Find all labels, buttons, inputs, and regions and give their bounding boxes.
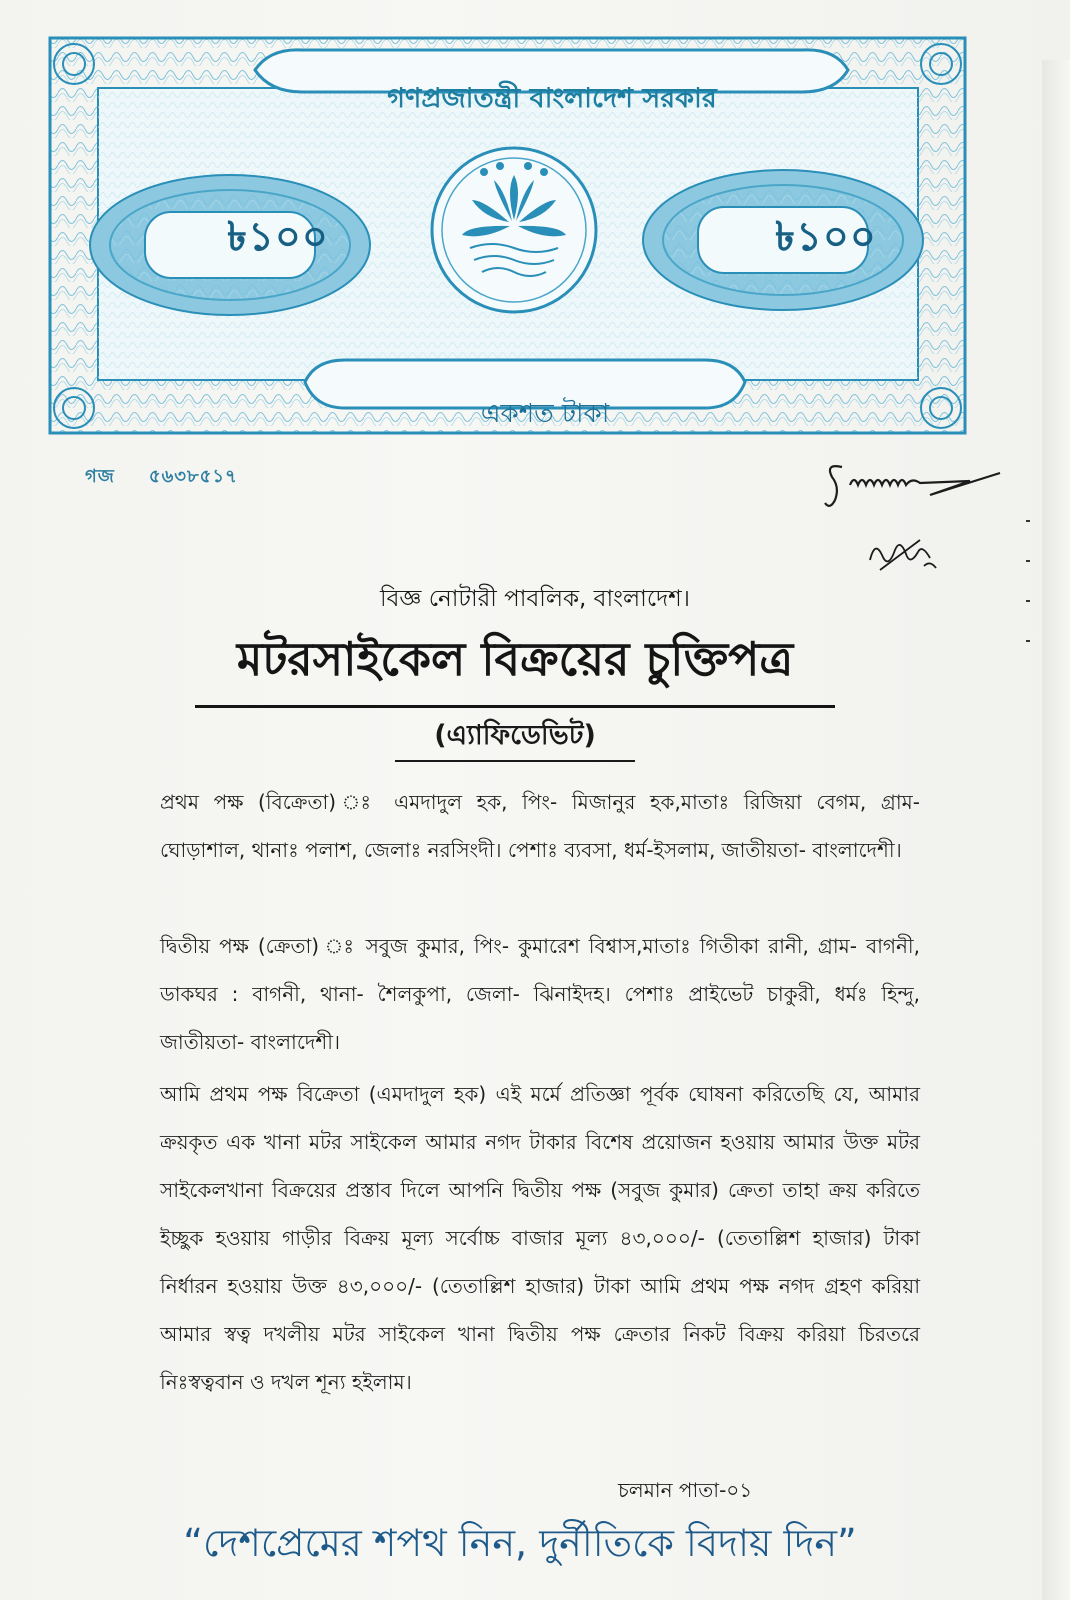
continuation-note: চলমান পাতা-০১ — [618, 1478, 753, 1502]
signature-1 — [820, 455, 1020, 515]
notary-line: বিজ্ঞ নোটারী পাবলিক, বাংলাদেশ। — [379, 586, 691, 612]
denomination-left: ৳১০০ — [227, 214, 329, 260]
document-title: মটরসাইকেল বিক্রয়ের চুক্তিপত্র — [195, 625, 835, 708]
document-subtitle: (এ্যাফিডেভিট) — [395, 715, 635, 762]
anti-corruption-motto: “দেশপ্রেমের শপথ নিন, দুর্নীতিকে বিদায় দিন” — [183, 1521, 857, 1565]
edge-mark — [1026, 600, 1030, 602]
second-party-paragraph: দ্বিতীয় পক্ষ (ক্রেতা) ঃ সবুজ কুমার, পিং- কুমারেশ বিশ্বাস,মাতাঃ গিতীকা রানী, গ্রাম- বাগনী, ডাকঘর : বাগনী, থানা- শৈলকুপা, জেলা- ঝিনাইদহ। পেশাঃ প্রাইভেট চাকুরী, ধর্মঃ হিন্দু, জাতীয়তা- বাংলাদেশী। — [160, 934, 920, 1054]
serial-number — [85, 462, 238, 493]
stamp-footer-text: একশত টাকা — [480, 399, 610, 429]
bangladesh-emblem-icon — [432, 148, 596, 312]
serial-prefix: গজ — [85, 466, 115, 487]
stamp-header-text: গণপ্রজাতন্ত্রী বাংলাদেশ সরকার — [387, 83, 717, 114]
page-edge — [1042, 60, 1070, 1600]
stamp-paper-header — [40, 30, 975, 440]
signature-2 — [860, 530, 950, 580]
declaration-paragraph: আমি প্রথম পক্ষ বিক্রেতা (এমদাদুল হক) এই মর্মে প্রতিজ্ঞা পূর্বক ঘোষনা করিতেছি যে, আমার ক্রয়কৃত এক খানা মটর সাইকেল আমার নগদ টাকার বিশেষ প্রয়োজন হওয়ায় আমার উক্ত মটর সাইকেলখানা বিক্রয়ের প্রস্তাব দিলে আপনি দ্বিতীয় পক্ষ (সবুজ কুমার) ক্রেতা তাহা ক্রয় করিতে ইচ্ছুক হওয়ায় গাড়ীর বিক্রয় মূল্য সর্বোচ্চ বাজার মূল্য ৪৩,০০০/- (তেতাল্লিশ হাজার) টাকা নির্ধারন হওয়ায় উক্ত ৪৩,০০০/- (তেতাল্লিশ হাজার) টাকা আমি প্রথম পক্ষ নগদ গ্রহণ করিয়া আমার স্বত্ব দখলীয় মটর সাইকেল খানা দ্বিতীয় পক্ষ ক্রেতার নিকট বিক্রয় করিয়া চিরতরে নিঃস্বত্ববান ও দখল শূন্য হইলাম। — [160, 1082, 920, 1394]
serial-value: ৫৬৩৮৫১৭ — [148, 466, 238, 487]
denomination-right: ৳১০০ — [775, 214, 877, 260]
edge-mark — [1026, 560, 1030, 562]
first-party-paragraph: প্রথম পক্ষ (বিক্রেতা) ঃ এমদাদুল হক, পিং- মিজানুর হক,মাতাঃ রিজিয়া বেগম, গ্রাম- ঘোড়াশাল, থানাঃ পলাশ, জেলাঃ নরসিংদী। পেশাঃ ব্যবসা, ধর্ম-ইসলাম, জাতীয়তা- বাংলাদেশী। — [160, 790, 920, 862]
edge-mark — [1026, 520, 1030, 522]
edge-mark — [1026, 640, 1030, 642]
